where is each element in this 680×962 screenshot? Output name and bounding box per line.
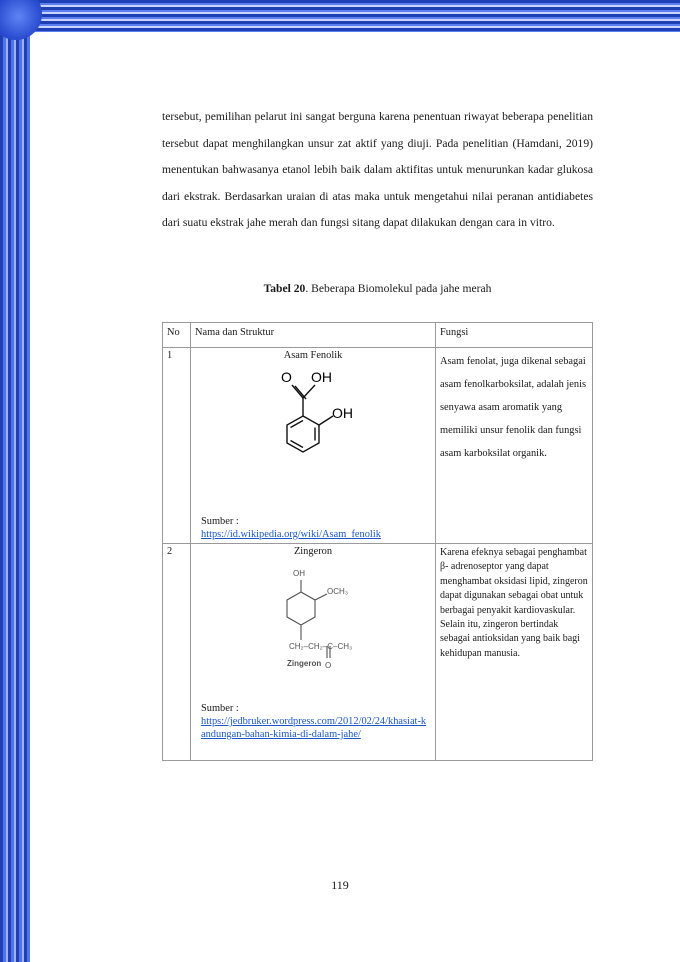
- phenolic-oh1-label: OH: [311, 369, 332, 385]
- row-number: 1: [163, 348, 191, 544]
- corner-ornament: [0, 0, 42, 40]
- source-link[interactable]: https://id.wikipedia.org/wiki/Asam_fenolik: [201, 529, 381, 540]
- compound-name: Zingeron: [293, 546, 333, 557]
- top-border-decoration: [0, 0, 680, 32]
- source-link[interactable]: https://jedbruker.wordpress.com/2012/02/24/khasiat-kandungan-bahan-kimia-di-dalam-jahe/: [201, 716, 427, 740]
- name-structure-cell: [191, 544, 436, 761]
- phenolic-oh2-label: OH: [332, 405, 353, 421]
- function-text: Karena efeknya sebagai penghambat β- adrenoseptor yang dapat menghambat oksidasi lipid, zingeron dapat digunakan sebagai obat untuk berbagai penyakit kardiovaskular. Selain itu, zingeron bertindak sebagai antioksidan yang baik bagi kehidupan manusia.: [436, 544, 593, 761]
- source-label: Sumber :: [201, 516, 239, 527]
- caption-text: . Beberapa Biomolekul pada jahe merah: [305, 282, 492, 295]
- zingerone-caption: Zingeron: [287, 659, 322, 668]
- left-border-decoration: [0, 0, 30, 962]
- table-caption: [162, 282, 593, 295]
- phenolic-o-label: O: [281, 369, 292, 385]
- table-row: [163, 544, 593, 761]
- header-no: No: [163, 323, 191, 348]
- name-structure-cell: [191, 348, 436, 544]
- phenolic-acid-structure: [273, 368, 383, 473]
- source-block: [201, 702, 427, 741]
- zingerone-structure: [275, 562, 385, 682]
- function-text: Asam fenolat, juga dikenal sebagai asam fenolkarboksilat, adalah jenis senyawa asam aromatik yang memiliki unsur fenolik dan fungsi asam karboksilat organik.: [436, 348, 593, 544]
- table-row: [163, 348, 593, 544]
- zingerone-chain-label: CH₂–CH₂–C–CH₃: [289, 642, 353, 651]
- zingerone-och3-label: OCH₃: [327, 587, 349, 596]
- source-block: [201, 515, 381, 541]
- body-paragraph: tersebut, pemilihan pelarut ini sangat berguna karena penentuan riwayat beberapa penelitian tersebut dapat menghilangkan unsur zat aktif yang diuji. Pada penelitian (Hamdani, 2019) menentukan bahwasanya etanol lebih baik dalam aktifitas untuk menurunkan kadar glukosa dari ekstrak. Berdasarkan uraian di atas maka untuk mengetahui nilai peranan antidiabetes dari suatu ekstrak jahe merah dan fungsi sitang dapat dilakukan dengan cara in vitro.: [162, 110, 593, 230]
- header-function: Fungsi: [436, 323, 593, 348]
- compound-name: Asam Fenolik: [283, 350, 343, 361]
- row-number: 2: [163, 544, 191, 761]
- biomolecule-table: [162, 322, 593, 761]
- zingerone-o-label: O: [325, 661, 332, 670]
- zingerone-oh-label: OH: [293, 569, 305, 578]
- table-header-row: [163, 323, 593, 348]
- page-number: 119: [331, 878, 349, 892]
- caption-label: Tabel 20: [263, 282, 306, 295]
- source-label: Sumber :: [201, 703, 239, 714]
- header-name-structure: Nama dan Struktur: [191, 323, 436, 348]
